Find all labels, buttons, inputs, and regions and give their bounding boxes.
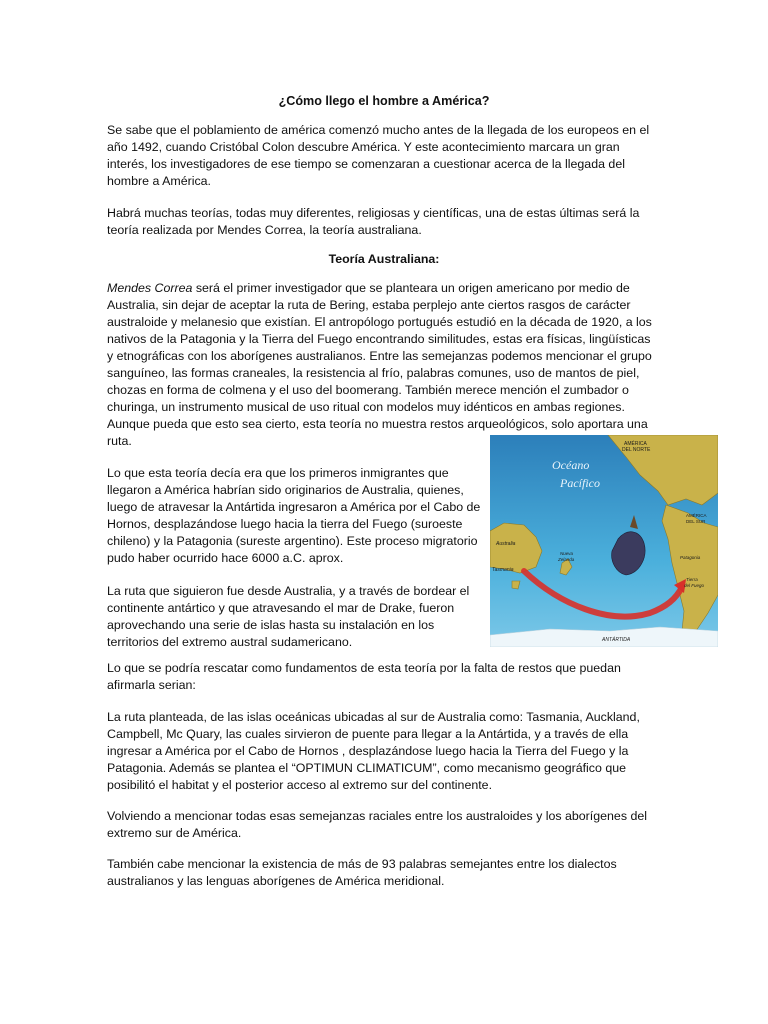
paragraph-fundamentos: Lo que se podría rescatar como fundamentos de esta teoría por la falta de restos que puedan afirmarla serian: <box>107 661 621 692</box>
map-label-north-america-line2: DEL NORTE <box>622 447 651 453</box>
map-label-tierra-fuego-line1: Tierra <box>686 577 698 582</box>
paragraph-semejanzas: Volviendo a mencionar todas esas semejanzas raciales entre los australoides y los aborígenes del extremo sur de América. <box>107 809 647 840</box>
document-title: ¿Cómo llego el hombre a América? <box>278 94 490 108</box>
paragraph-palabras: También cabe mencionar la existencia de más de 93 palabras semejantes entre los dialectos australianos y las lenguas aborígenes de América meridional. <box>107 857 617 888</box>
map-label-new-zealand-line1: Nueva <box>560 551 574 556</box>
intro-paragraph-2: Habrá muchas teorías, todas muy diferentes, religiosas y científicas, una de estas últimas será la teoría realizada por Mendes Correa, la teoría australiana. <box>107 206 640 237</box>
map-label-tasmania: Tasmania <box>492 567 514 573</box>
map-label-south-america-line2: DEL SUR <box>686 519 706 524</box>
section-title: Teoría Australiana: <box>328 252 440 266</box>
map-label-ocean-line1: Océano <box>552 458 590 472</box>
paragraph-mendes-correa <box>107 280 660 450</box>
paragraph-mendes-correa-text: será el primer investigador que se planteara un origen americano por medio de Australia, sin dejar de aceptar la ruta de Bering, estaba perplejo ante ciertos rasgos de carácter australoide y melanesio que existían. El antropólogo portugués estudió en la década de 1920, a los nativos de la Patagonia y la Tierra del Fuego encontrando similitudes, estas era físicas, lingüísticas y etnográficas con los aborígenes australianos. Entre las semejanzas podemos mencionar el grupo sanguíneo, las formas craneales, la resistencia al frío, palabras comunes, uso de mantos de piel, chozas en forma de colmena y el uso del boomerang. También merece mención el zumbador o churinga, un instrumento musical de uso ritual con modelos muy idénticos en ambas regiones. Aunque pueda que esto sea cierto, esta teoría no muestra restos arqueológicos, solo aportara una ruta. <box>107 281 652 448</box>
paragraph-ruta-planteada: La ruta planteada, de las islas oceánicas ubicadas al sur de Australia como: Tasmania, Auckland, Campbell, Mc Quary, las cuales sirvieron de puente para llegar a la Antártida, y a través de ella ingresar a América por el Cabo de Hornos , desplazándose luego hacia la Tierra del Fuego y la Patagonia. Además se plantea el “OPTIMUN CLIMATICUM”, como mecanismo geográfico que posibilitó el habitat y el posterior acceso al extremo sur del continente. <box>107 710 640 792</box>
map-label-tierra-fuego-line2: del Fuego <box>684 583 705 588</box>
map-label-new-zealand-line2: Zelanda <box>558 557 575 562</box>
intro-paragraph-1: Se sabe que el poblamiento de américa comenzó mucho antes de la llegada de los europeos en el año 1492, cuando Cristóbal Colon descubre América. Y este acontecimiento marcara un gran interés, los investigadores de ese tiempo se comenzaran a cuestionar acerca de la llegada del hombre a América. <box>107 123 650 188</box>
map-label-patagonia: Patagonia <box>680 555 701 560</box>
map-label-north-america-line1: AMÉRICA <box>624 441 647 447</box>
map-label-australia: Australia <box>496 541 516 547</box>
migration-route-map <box>490 435 718 647</box>
map-label-south-america-line1: AMÉRICA <box>686 513 707 518</box>
map-illustration <box>490 435 718 647</box>
paragraph-route: La ruta que siguieron fue desde Australia, y a través de bordear el continente antártico y que atravesando el mar de Drake, fueron aprovechando una serie de islas hasta su instalación en los territorios del extremo austral sudamericano. <box>107 584 470 649</box>
paragraph-migration: Lo que esta teoría decía era que los primeros inmigrantes que llegaron a América habrían sido originarios de Australia, quienes, luego de atravesar la Antártida ingresaron a América por el Cabo de Hornos, desplazándose luego hacia la tierra del Fuego (suroeste chileno) y la Patagonia (sureste argentino). Este proceso migratorio pudo haber ocurrido hace 6000 a.C. aprox. <box>107 466 481 565</box>
map-label-antarctica: ANTÁRTIDA <box>602 637 631 643</box>
researcher-name: Mendes Correa <box>107 281 193 295</box>
map-label-ocean-line2: Pacífico <box>560 476 600 490</box>
